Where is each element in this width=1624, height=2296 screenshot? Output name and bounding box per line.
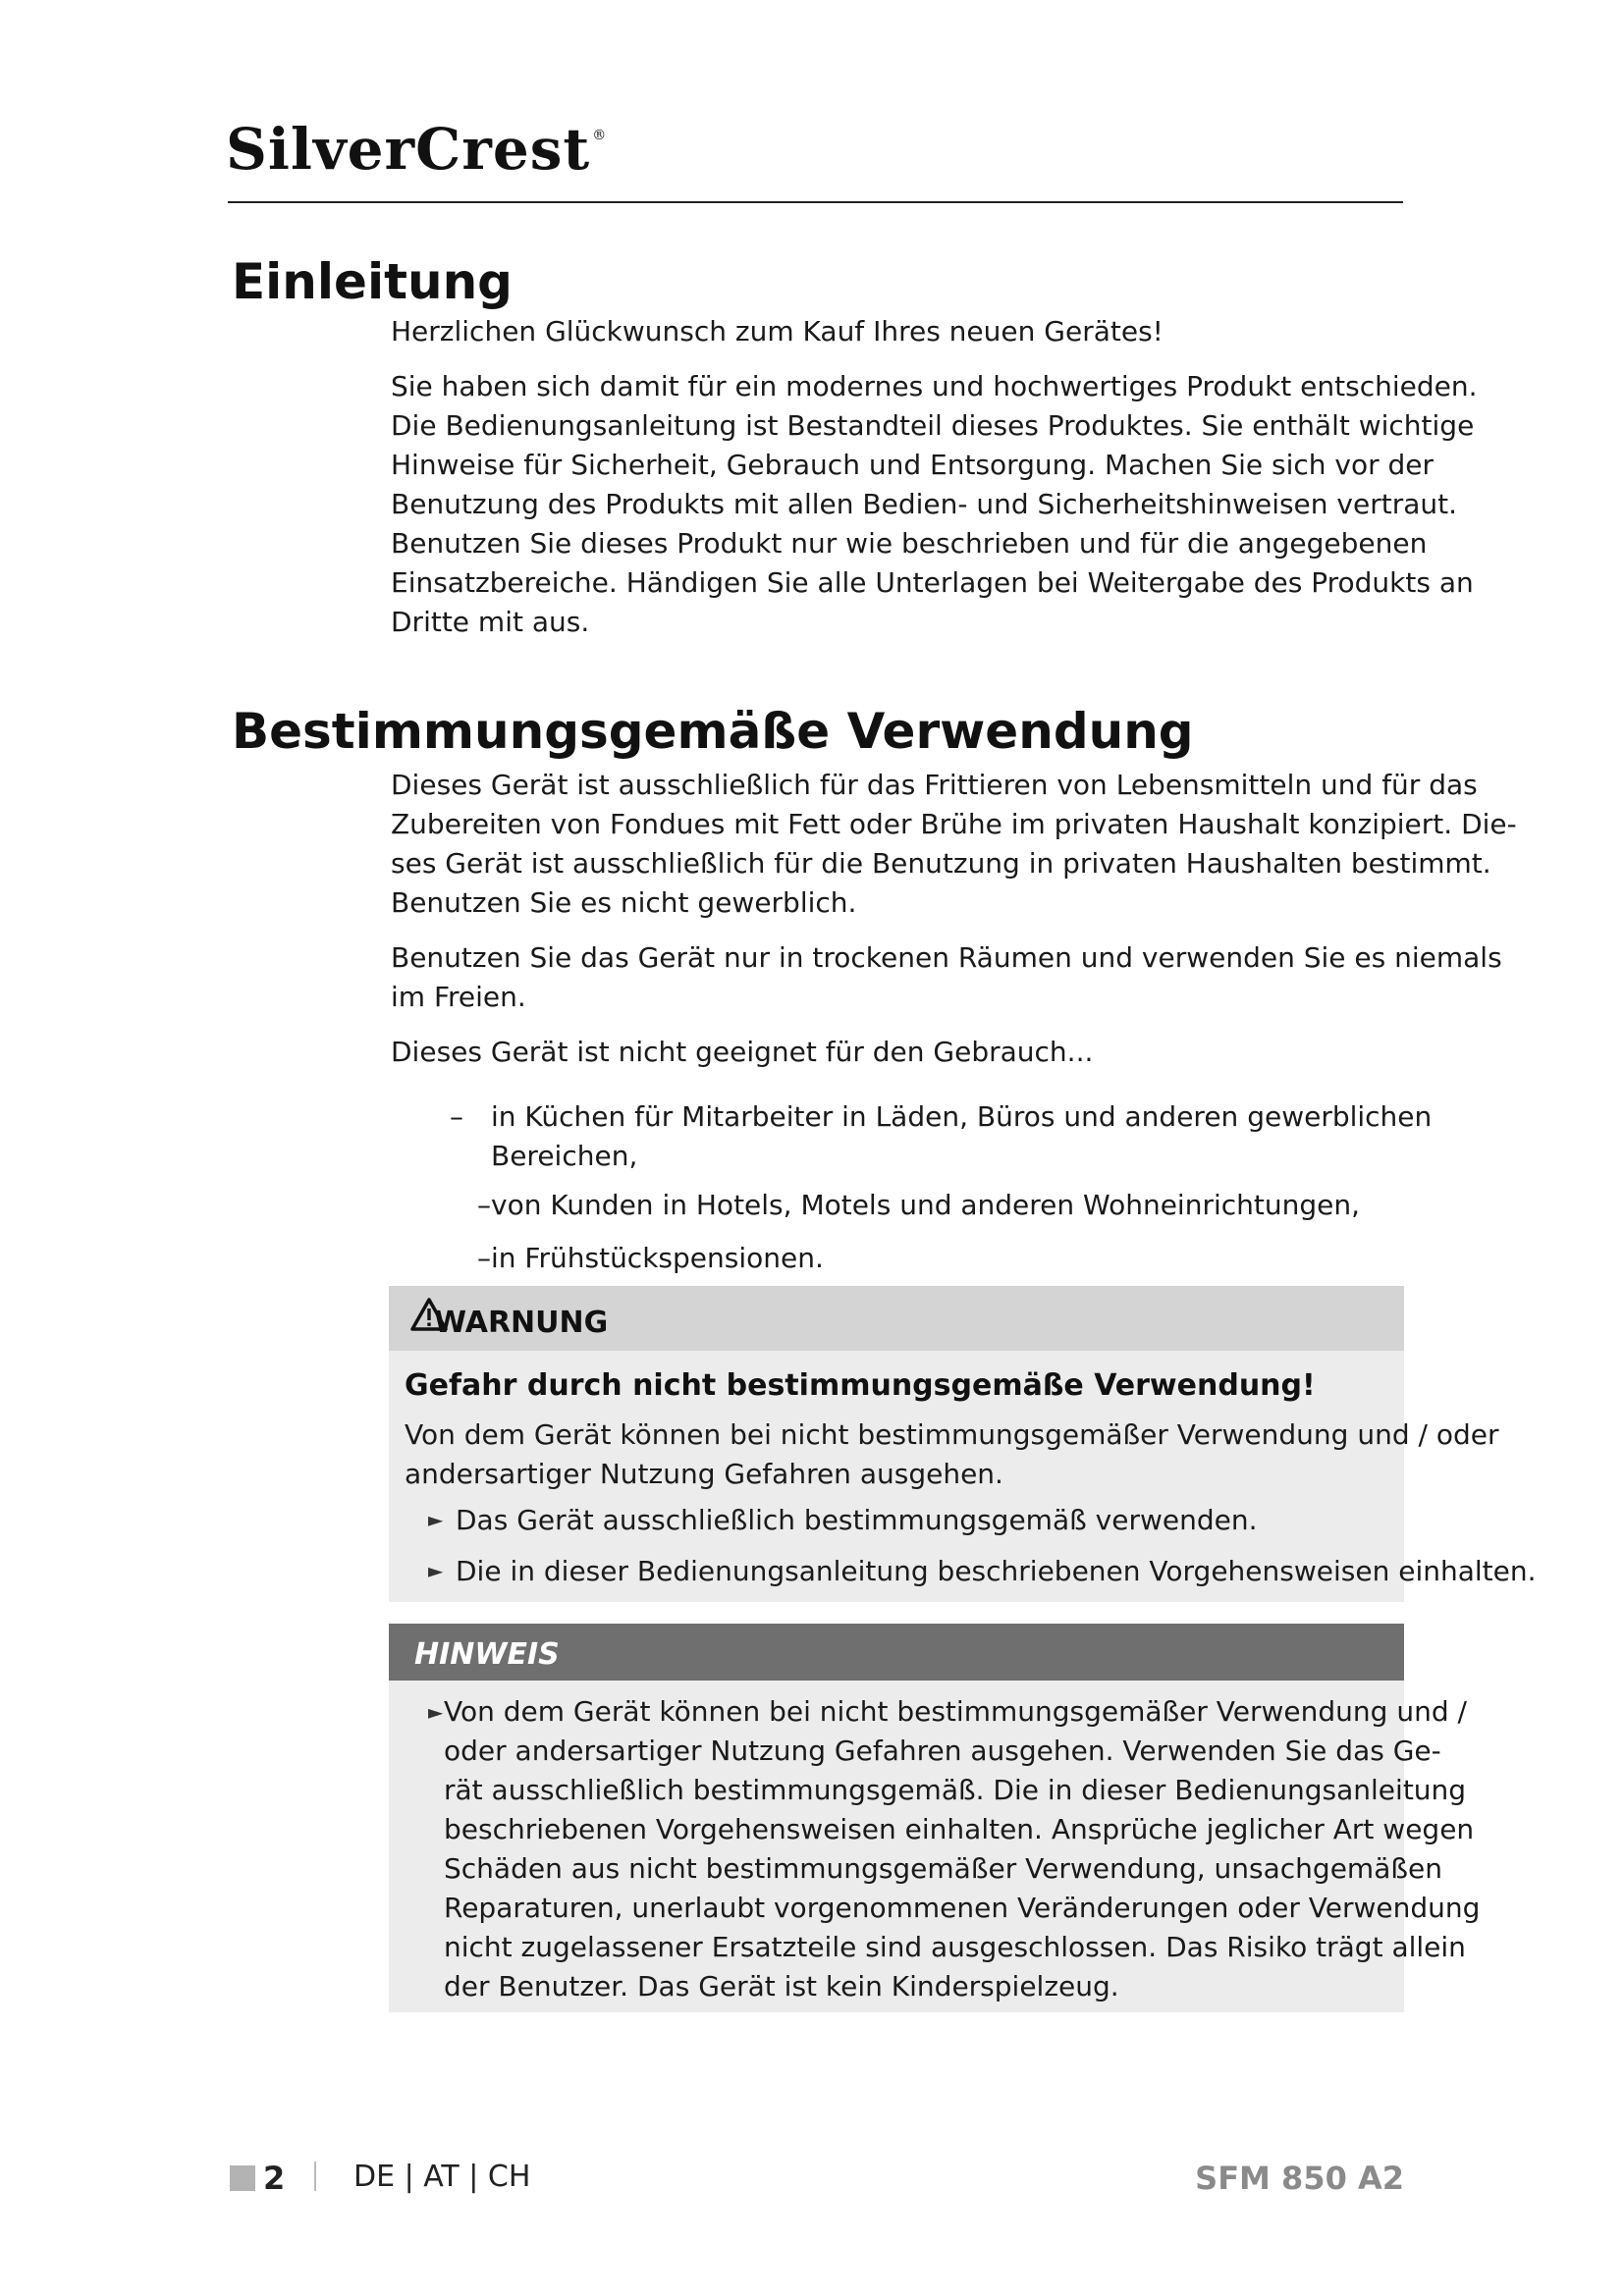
text-line: rät ausschließlich bestimmungsgemäß. Die in dieser Bedienungsanleitung (444, 1774, 1467, 1806)
page-number: 2 (263, 2160, 286, 2197)
text-line: Sie haben sich damit für ein modernes und hochwertiges Produkt entschieden. (391, 370, 1478, 402)
usage-heading: Bestimmungsgemäße Verwendung (232, 703, 1194, 760)
usage-paragraph-1 (391, 766, 1517, 923)
text-line: Benutzen Sie es nicht gewerblich. (391, 886, 857, 919)
text-line: Schäden aus nicht bestimmungsgemäßer Verwendung, unsachgemäßen (444, 1852, 1442, 1885)
page-footer (228, 2158, 1404, 2203)
note-header (389, 1624, 1404, 1681)
language-codes: DE | AT | CH (353, 2160, 531, 2194)
instruction-text: Die in dieser Bedienungsanleitung beschriebenen Vorgehensweisen einhalten. (456, 1555, 1537, 1587)
text-line: Reparaturen, unerlaubt vorgenommenen Veränderungen oder Verwendung (444, 1892, 1481, 1924)
warning-text (405, 1415, 1498, 1494)
text-line: Zubereiten von Fondues mit Fett oder Brühe im privaten Haushalt konzipiert. Die- (391, 808, 1517, 840)
text-line: ses Gerät ist ausschließlich für die Benutzung in privaten Haushalten bestimmt. (391, 847, 1491, 880)
brand-name: SilverCrest (226, 116, 591, 183)
dash-marker: – (477, 1242, 491, 1274)
warning-box (389, 1286, 1537, 1602)
arrow-right-icon: ► (428, 1700, 444, 1724)
page-marker-square (230, 2165, 255, 2191)
list-item (477, 1239, 824, 1278)
warning-instruction (428, 1551, 1537, 1591)
warning-subtitle: Gefahr durch nicht bestimmungsgemäße Verwendung! (405, 1368, 1316, 1403)
arrow-right-icon: ► (428, 1559, 444, 1582)
registered-mark: ® (592, 128, 608, 143)
text-line: der Benutzer. Das Gerät ist kein Kinderspielzeug. (444, 1970, 1119, 2002)
text-line: andersartiger Nutzung Gefahren ausgehen. (405, 1458, 1003, 1490)
instruction-text: Das Gerät ausschließlich bestimmungsgemäß verwenden. (456, 1504, 1258, 1536)
usage-paragraph-3: Dieses Gerät ist nicht geeignet für den Gebrauch... (391, 1036, 1094, 1068)
list-item-text: von Kunden in Hotels, Motels und anderen Wohneinrichtungen, (491, 1189, 1361, 1221)
text-line: Die Bedienungsanleitung ist Bestandteil dieses Produktes. Sie enthält wichtige (391, 409, 1475, 442)
intro-heading: Einleitung (232, 253, 513, 310)
text-line: Hinweise für Sicherheit, Gebrauch und Entsorgung. Machen Sie sich vor der (391, 449, 1435, 481)
header-divider (228, 201, 1403, 203)
list-item-text: in Küchen für Mitarbeiter in Läden, Büros und anderen gewerblichen (491, 1100, 1433, 1133)
list-item-continuation: Bereichen, (491, 1140, 638, 1172)
text-line: im Freien. (391, 981, 526, 1013)
model-number: SFM 850 A2 (1195, 2160, 1404, 2197)
text-line: Dritte mit aus. (391, 606, 590, 638)
warning-header (389, 1286, 1404, 1351)
intro-greeting: Herzlichen Glückwunsch zum Kauf Ihres neuen Gerätes! (391, 315, 1164, 347)
list-item (450, 1097, 1432, 1137)
usage-paragraph-2 (391, 938, 1502, 1017)
text-line: beschriebenen Vorgehensweisen einhalten. Ansprüche jeglicher Art wegen (444, 1813, 1475, 1845)
brand-logo (226, 116, 607, 183)
arrow-right-icon: ► (428, 1508, 444, 1531)
intro-section (391, 312, 1478, 642)
intro-paragraph (391, 367, 1478, 642)
note-box (389, 1624, 1481, 2012)
warning-title: WARNUNG (434, 1306, 609, 1340)
text-line: Dieses Gerät ist ausschließlich für das Frittieren von Lebensmitteln und für das (391, 769, 1478, 801)
list-item (477, 1186, 1360, 1225)
note-text (444, 1692, 1481, 2006)
text-line: Benutzen Sie das Gerät nur in trockenen Räumen und verwenden Sie es niemals (391, 941, 1502, 974)
usage-section (391, 766, 1517, 1072)
text-line: Von dem Gerät können bei nicht bestimmungsgemäßer Verwendung und / oder (405, 1418, 1499, 1451)
text-line: nicht zugelassener Ersatzteile sind ausgeschlossen. Das Risiko trägt allein (444, 1931, 1466, 1963)
text-line: Benutzung des Produkts mit allen Bedien- und Sicherheitshinweisen vertraut. (391, 488, 1458, 520)
text-line: oder andersartiger Nutzung Gefahren ausgehen. Verwenden Sie das Ge- (444, 1735, 1441, 1767)
text-line: Von dem Gerät können bei nicht bestimmungsgemäßer Verwendung und / (444, 1695, 1467, 1728)
dash-marker: – (450, 1100, 463, 1133)
list-item-text: in Frühstückspensionen. (491, 1242, 824, 1274)
note-title: HINWEIS (414, 1637, 560, 1672)
dash-marker: – (477, 1189, 491, 1221)
footer-separator (314, 2162, 316, 2191)
text-line: Benutzen Sie dieses Produkt nur wie beschrieben und für die angegebenen (391, 527, 1428, 560)
text-line: Einsatzbereiche. Händigen Sie alle Unterlagen bei Weitergabe des Produkts an (391, 566, 1474, 599)
warning-instruction (428, 1500, 1257, 1540)
